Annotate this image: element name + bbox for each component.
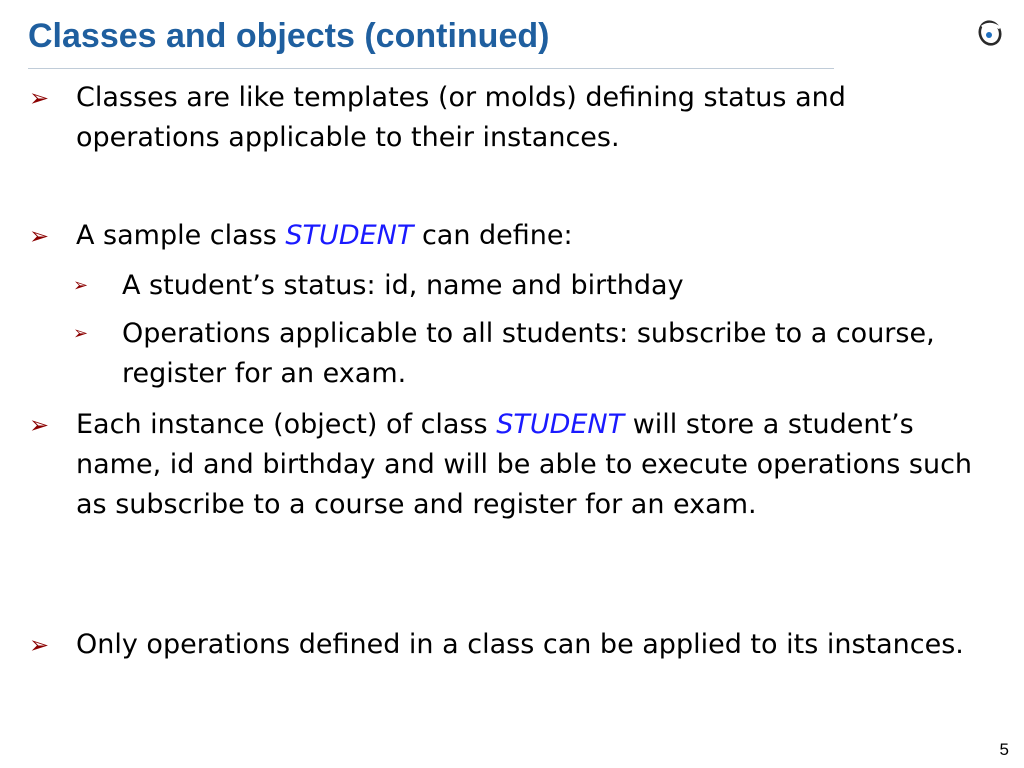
class-name-highlight: STUDENT — [496, 409, 625, 440]
bullet-text — [76, 216, 996, 256]
bullet-arrow-icon: ➢ — [29, 84, 50, 112]
sub-bullet-text: Operations applicable to all students: subscribe to a course, register for an exam. — [122, 318, 935, 389]
bullet-arrow-icon: ➢ — [29, 222, 50, 250]
sub-bullet-arrow-icon: ➢ — [73, 323, 89, 344]
bullet-text: Only operations defined in a class can be applied to its instances. — [76, 629, 964, 660]
bullet-arrow-icon: ➢ — [29, 411, 50, 439]
bullet-text — [76, 405, 996, 525]
sub-bullet-arrow-icon: ➢ — [73, 275, 89, 296]
sub-bullet-text: A student’s status: id, name and birthday — [122, 270, 684, 301]
bullet-text-part: can define: — [413, 220, 573, 251]
bullet-text-part: Each instance (object) of class — [76, 409, 497, 440]
page-number: 5 — [999, 740, 1009, 759]
bullet-text-part: will store a student’s name, id and birthday and will be able to execute operations such as subscribe to a course and register for an exam. — [76, 409, 973, 520]
slide-title: Classes and objects (continued) — [28, 17, 550, 55]
bullet-text: Classes are like templates (or molds) defining status and operations applicable to their instances. — [76, 82, 846, 153]
bullet-arrow-icon: ➢ — [29, 631, 50, 659]
bullet-text-part: A sample class — [76, 220, 286, 251]
class-name-highlight: STUDENT — [285, 220, 414, 251]
